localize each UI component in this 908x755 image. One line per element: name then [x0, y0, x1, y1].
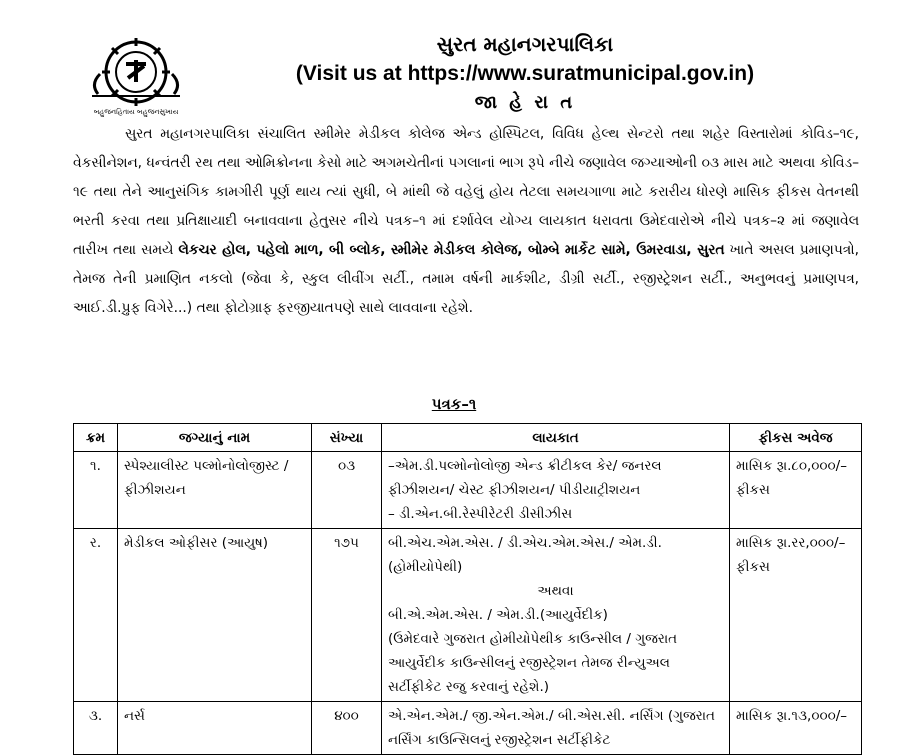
notice-paragraph [73, 120, 859, 323]
table-row [74, 702, 862, 755]
qualification-line: – ડી.એન.બી.રેસ્પીરેટરી ડીસીઝીસ [388, 506, 573, 522]
qualification-line: –એમ.ડી.પલ્મોનોલોજી એન્ડ ક્રીટીકલ કેર/ જનરલ ફીઝીશયન/ ચેસ્ટ ફીઝીશયન/ પીડીયાટ્રીશયન [388, 458, 662, 498]
row-serial: ર. [74, 529, 118, 702]
smc-logo-emblem [88, 34, 184, 120]
row-post: સ્પેશ્યાલીસ્ટ પલ્મોનોલોજીસ્ટ / ફીઝીશયન [118, 452, 312, 529]
row-pay: માસિક રૂા.૮૦,૦૦૦/– ફીકસ [730, 452, 862, 529]
posts-table [73, 423, 862, 755]
row-post: મેડીકલ ઓફીસર (આયુષ) [118, 529, 312, 702]
svg-text:બહુજનહિતાય બહુજનસુખાય: બહુજનહિતાય બહુજનસુખાય [93, 108, 179, 116]
outro-text: ખાતે અસલ પ્રમાણપત્રો, તેમજ તેની પ્રમાણિત નકલો (જેવા કે, સ્કુલ લીવીંગ સર્ટી., તમામ વર્ષની માર્કશીટ, ડીગ્રી સર્ટી., રજીસ્ટ્રેશન સર્ટી., અનુભવનું પ્રમાણપત્ર, આઈ.ડી.પ્રુફ વિગેરે...) તથા ફોટોગ્રાફ ફરજીયાતપણે સાથે લાવવાના રહેશે. [73, 242, 859, 316]
qualification-or: અથવા [537, 583, 574, 599]
row-serial: ૩. [74, 702, 118, 755]
row-count: ૪૦૦ [312, 702, 382, 755]
website-line: (Visit us at https://www.suratmunicipal.gov.in) [295, 62, 755, 85]
header-serial: ક્રમ [74, 424, 118, 452]
row-qualification [382, 529, 730, 702]
row-pay: માસિક રૂા.રર,૦૦૦/– ફીકસ [730, 529, 862, 702]
qualification-line: બી.એ.એમ.એસ. / એમ.ડી.(આયુર્વેદીક) [388, 607, 608, 623]
notice-title: જા હે રા ત [474, 92, 576, 113]
header-qualification: લાયકાત [382, 424, 730, 452]
row-count: ૦૩ [312, 452, 382, 529]
table-header-row [74, 424, 862, 452]
header-count: સંખ્યા [312, 424, 382, 452]
row-post: નર્સ [118, 702, 312, 755]
table-row [74, 529, 862, 702]
qualification-line: બી.એચ.એમ.એસ. / ડી.એચ.એમ.એસ./ એમ.ડી.(હોમીયોપેથી) [388, 535, 662, 575]
header-fixed-pay: ફીકસ અવેજ [730, 424, 862, 452]
row-pay: માસિક રૂા.૧૩,૦૦૦/– [730, 702, 862, 755]
intro-text: સુરત મહાનગરપાલિકા સંચાલિત સ્મીમેર મેડીકલ કોલેજ એન્ડ હોસ્પિટલ, વિવિધ હેલ્થ સેન્ટરો તથા શહેર વિસ્તારોમાં કોવિડ–૧૯, વેકસીનેશન, ધન્વંતરી રથ તથા ઓમિક્રોનના કેસો માટે અગમચેતીનાં પગલાનાં ભાગ રૂપે નીચે જણાવેલ જગ્યાઓની ૦૩ માસ માટે અથવા કોવિડ–૧૯ તથા તેને આનુસંગિક કામગીરી પૂર્ણ થાય ત્યાં સુધી, બે માંથી જે વહેલું હોય તેટલા સમયગાળા માટે કરારીય ધોરણે માસિક ફીકસ વેતનથી ભરતી કરવા તથા પ્રતિક્ષાયાદી બનાવવાના હેતુસર નીચે પત્રક–૧ માં દર્શાવેલ યોગ્ય લાયકાત ધરાવતા ઉમેદવારોએ નીચે પત્રક–૨ માં જણાવેલ તારીખ તથા સમયે [73, 126, 859, 258]
header-post-name: જગ્યાનું નામ [118, 424, 312, 452]
row-serial: ૧. [74, 452, 118, 529]
table-row [74, 452, 862, 529]
row-count: ૧૭૫ [312, 529, 382, 702]
row-qualification [382, 452, 730, 529]
row-qualification [382, 702, 730, 755]
qualification-note: (ઉમેદવારે ગુજરાત હોમીયોપેથીક કાઉન્સીલ / ગુજરાત આયુર્વેદીક કાઉન્સીલનું રજીસ્ટ્રેશન તેમજ રીન્યુઅલ સર્ટીફીકેટ રજુ કરવાનું રહેશે.) [388, 631, 678, 695]
venue-text: લેકચર હોલ, પહેલો માળ, બી બ્લોક, સ્મીમેર મેડીકલ કોલેજ, બોમ્બે માર્કેટ સામે, ઉમરવાડા, સુરત [178, 242, 725, 258]
table-title: પત્રક–૧ [431, 395, 477, 413]
organization-name: સુરત મહાનગરપાલિકા [436, 32, 614, 56]
qualification-line: એ.એન.એમ./ જી.એન.એમ./ બી.એસ.સી. નર્સિંગ (ગુજરાત નર્સિંગ કાઉન્સિલનું રજીસ્ટ્રેશન સર્ટીફીકેટ [388, 708, 715, 748]
